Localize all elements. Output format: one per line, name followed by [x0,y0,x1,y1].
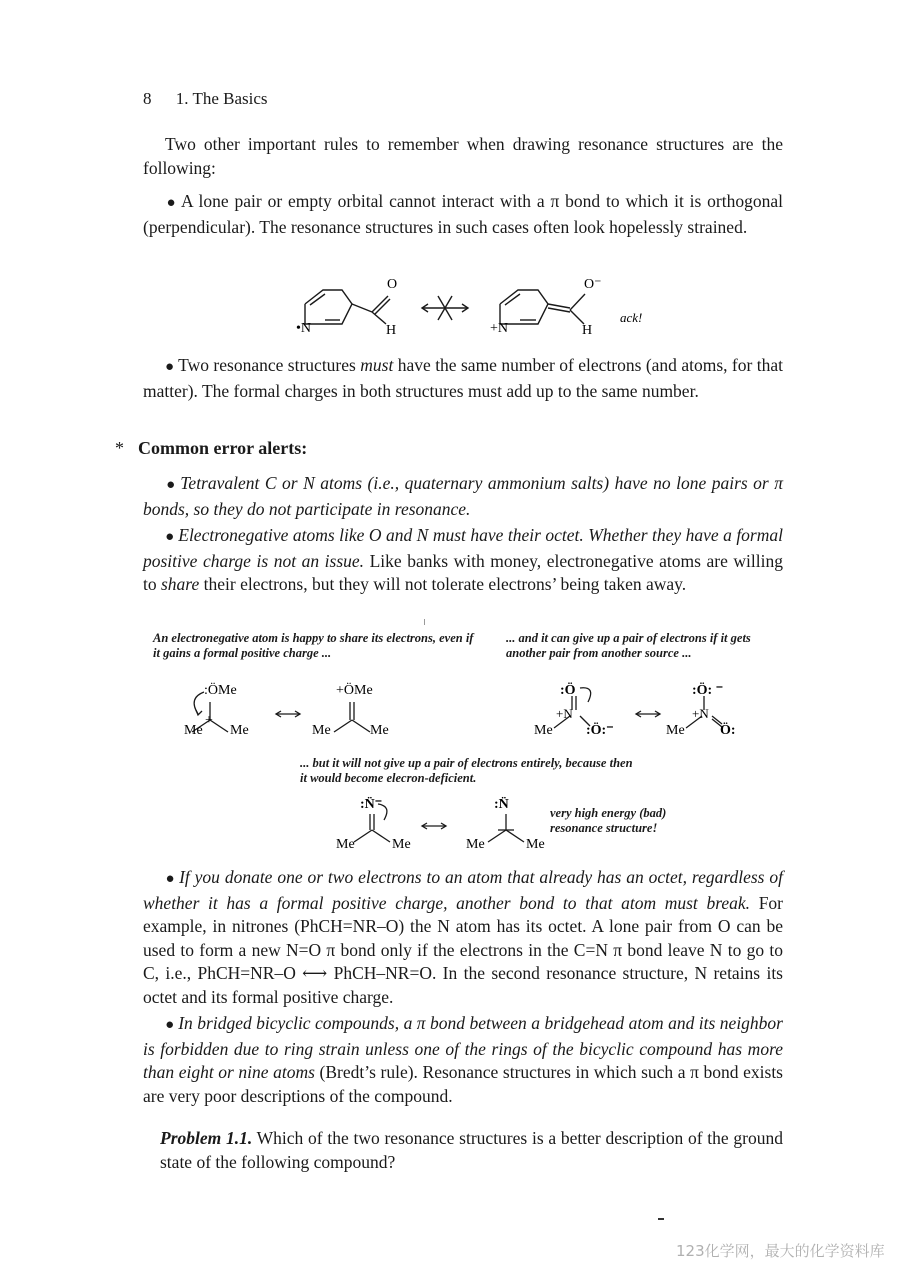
me-label: Me [392,837,411,852]
alerts-title: Common error alerts: [138,438,308,458]
rule1-text: A lone pair or empty orbital cannot interact with a π bond to which it is orthogonal (perpendicular). The resonance structures in such cases often look hopelessly strained. [143,191,784,237]
alert4-rest: (Bredt’s rule). Resonance structures in which such a π bond exists are very poor descriptions of the compound. [143,1062,783,1106]
nitro-o-top-right: :Ö: ⁻ [692,683,724,698]
scheme2-diagram [170,674,770,744]
problem-text: Which of the two resonance structures is a better description of the ground state of the following compound? [160,1128,783,1172]
bullet-icon: ● [165,477,177,493]
alert2-italic: Electronegative atoms like O and N must have their octet. Whether they have a formal positive charge is not an issue. [143,525,783,571]
bullet-icon: ● [165,529,175,545]
chapter-title: 1. The Basics [175,89,268,108]
me-label: Me [370,723,389,738]
star-icon: * [115,438,124,458]
me-label: Me [466,837,485,852]
nitro-o-bottom-right: Ö: [720,723,736,738]
bullet-icon: ● [165,195,178,211]
nitro-o-bottom-left: :Ö:⁻ [586,723,614,738]
alert2-paragraph [143,524,783,597]
alert1-paragraph [143,472,783,521]
scheme1-diagram [290,272,690,344]
page-header [143,89,268,109]
o-label-left: O [387,277,398,292]
nitro-n-left: +N [556,706,573,721]
caption-right: ... and it can give up a pair of electrons if it gets another pair from another source ... [506,631,751,660]
alert4-italic: In bridged bicyclic compounds, a π bond between a bridgehead atom and its neighbor is forbidden due to ring strain unless one of the rings of the bicyclic compound has more than eight or nine atoms [143,1013,783,1082]
bullet-icon: ● [165,871,176,887]
rule2-must: must [360,355,394,375]
plus-sign: + [205,713,213,728]
nitro-o-top-left: :Ö [560,683,576,698]
rule2-text-b: have the same number of electrons (and atoms, for that matter). The formal charges in both structures must add up to the same number. [143,355,783,401]
o-label-right: O⁻ [584,277,602,292]
me-label: Me [534,723,553,738]
me-label: Me [312,723,331,738]
ack-note: ack! [620,310,643,325]
rule2-paragraph [143,354,783,403]
me-label: Me [336,837,355,852]
bad-structure-note: very high energy (bad) resonance structure! [550,806,667,835]
me-label: Me [666,723,685,738]
alert1-text: Tetravalent C or N atoms (i.e., quaternary ammonium salts) have no lone pairs or π bonds, so they do not participate in resonance. [143,473,783,519]
alert3-rest: For example, in nitrones (PhCH=NR–O) the N atom has its octet. A lone pair from O can be used to form a new N=O π bond only if the electrons in the C=N π bond leave N to go to C, i.e., PhCH=NR–O ⟷ PhCH–NR=O. In the second resonance structure, N retains its octet and its formal positive charge. [143,892,783,1007]
bullet-icon: ● [165,1017,175,1033]
page-number: 8 [143,89,152,108]
alert2-share: share [161,574,200,594]
h-label-right: H [582,323,593,338]
alert2-text-b: their electrons, but they will not tolerate electrons’ being taken away. [199,574,687,594]
ome-left: :ÖMe [204,683,237,698]
alert3-italic: If you donate one or two electrons to an atom that already has an octet, regardless of whether it has a formal positive charge, another bond to that atom must break. [143,867,783,913]
rule2-text-a: Two resonance structures [178,355,361,375]
alert2-text-a: Like banks with money, electronegative atoms are willing to [143,550,783,594]
ome-right: +ÖMe [336,683,373,698]
imine-n-left: :N̈⁻ [360,797,383,812]
me-label: Me [230,723,249,738]
n-label-right: +N [490,321,509,336]
alert4-paragraph [143,1012,783,1108]
intro-text: Two other important rules to remember when drawing resonance structures are the following: [143,134,783,178]
problem-paragraph [160,1127,783,1174]
dash-mark [658,1218,664,1220]
alerts-heading [115,438,307,459]
caption-left: An electronegative atom is happy to share its electrons, even if it gains a formal positive charge ... [153,631,474,660]
intro-paragraph [143,133,783,180]
bullet-icon: ● [165,359,175,375]
h-label-left: H [386,323,397,338]
divider-tick [424,619,425,625]
nitro-n-right: +N [692,706,709,721]
imine-n-right: :N̈ [494,797,509,812]
me-label: Me [526,837,545,852]
scheme3-diagram [330,790,560,854]
me-label: Me [184,723,203,738]
problem-label: Problem 1.1. [160,1128,253,1148]
alert3-paragraph [143,866,783,1009]
rule1-paragraph [143,190,783,239]
watermark: 123化学网，最大的化学资料库 [676,1242,885,1260]
caption-middle: ... but it will not give up a pair of electrons entirely, because then it would become elecron-deficient. [300,756,633,785]
n-label-left: •N [296,321,312,336]
